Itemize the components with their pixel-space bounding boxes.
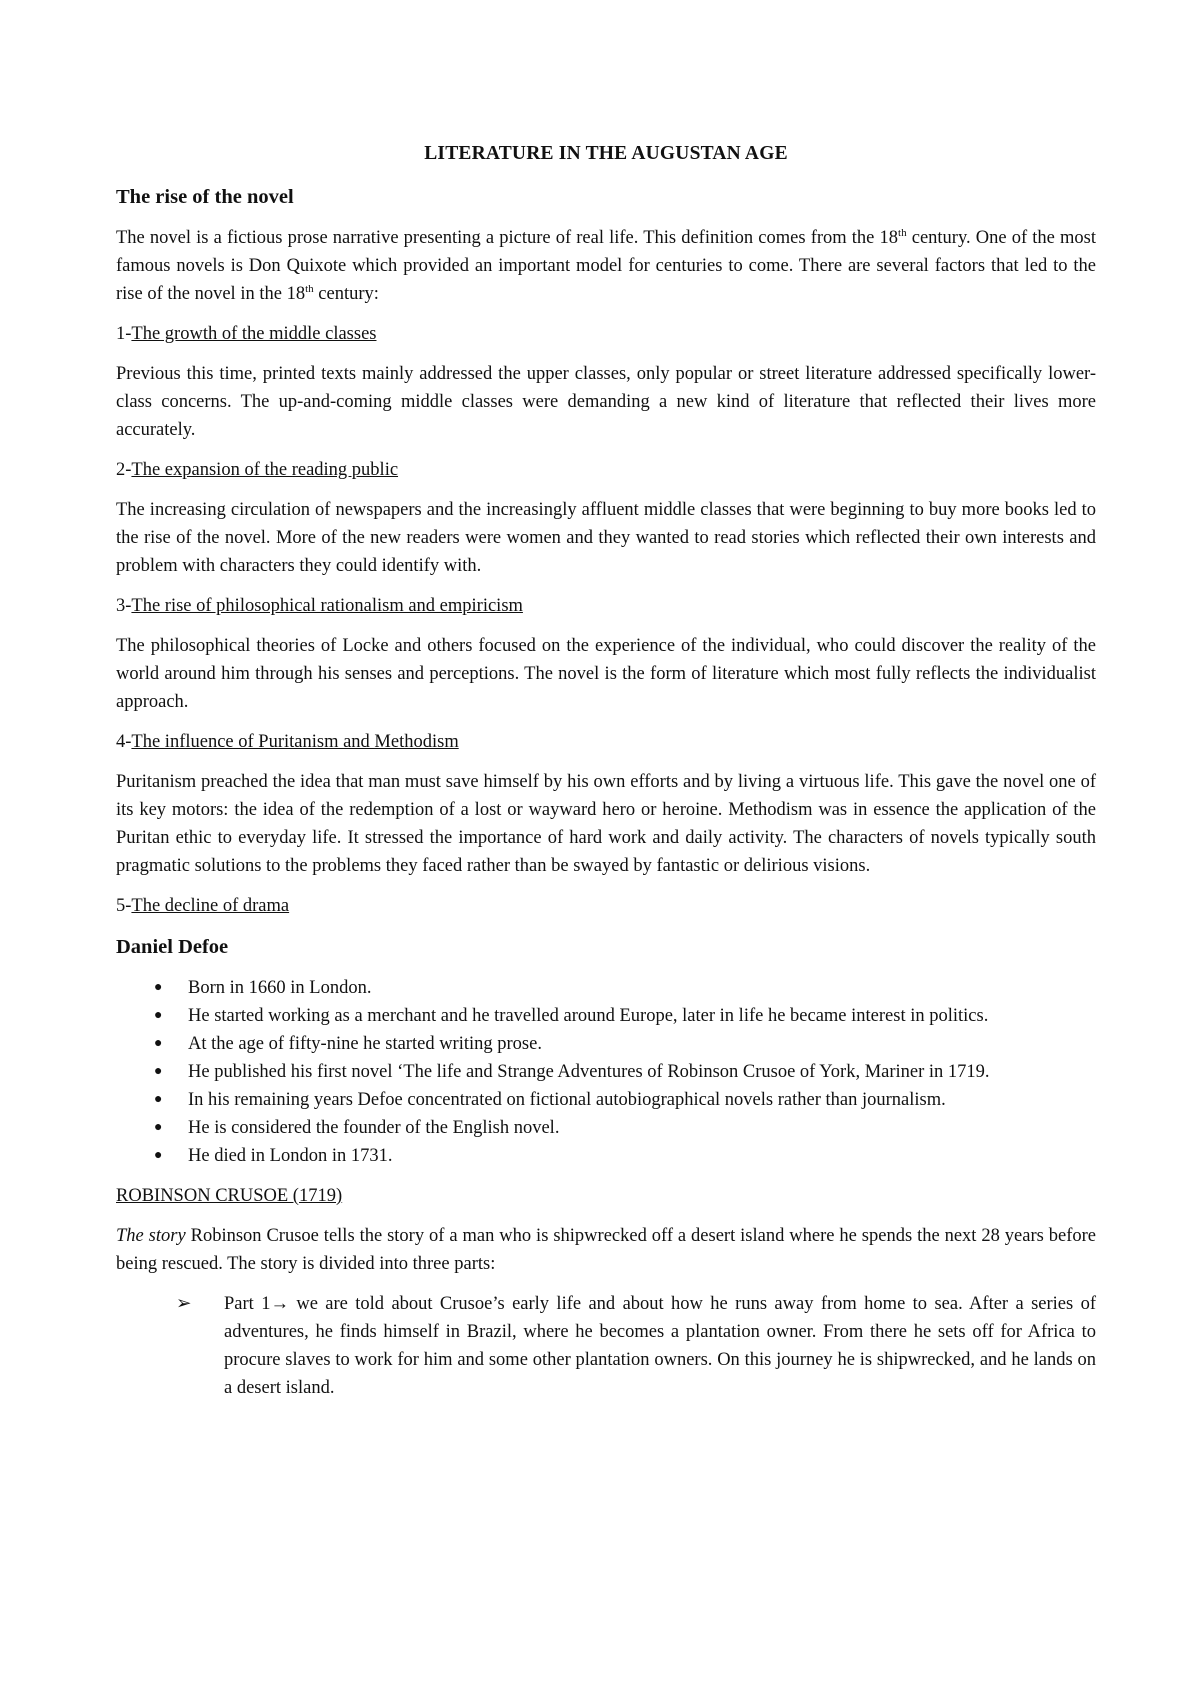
list-item <box>116 1058 1096 1086</box>
factor-title: The growth of the middle classes <box>131 324 377 344</box>
list-item <box>116 1086 1096 1114</box>
intro-sup-2: th <box>305 282 314 295</box>
story-label: The story <box>116 1226 186 1246</box>
factor-heading-3 <box>116 592 1096 620</box>
part-text: we are told about Crusoe’s early life and about how he runs away from home to sea. After a series of adventures, he finds himself in Brazil, where he becomes a plantation owner. From there he sets off for Africa to procure slaves to work for him and some other plantation owners. On this journey he is shipwrecked, and he lands on a desert island. <box>224 1294 1097 1398</box>
list-item <box>116 974 1096 1002</box>
list-item-text: Born in 1660 in London. <box>188 978 372 998</box>
section-heading-rise-of-novel: The rise of the novel <box>116 186 294 208</box>
story-text: Robinson Crusoe tells the story of a man who is shipwrecked off a desert island where he spends the next 28 years before being rescued. The story is divided into three parts: <box>116 1226 1097 1274</box>
factor-number: 4- <box>116 732 132 752</box>
factor-heading-1 <box>116 320 1096 348</box>
right-arrow-icon: → <box>270 1294 289 1314</box>
list-item <box>116 1114 1096 1142</box>
page-title: LITERATURE IN THE AUGUSTAN AGE <box>424 143 788 164</box>
factor-title: The influence of Puritanism and Methodism <box>131 732 459 752</box>
story-paragraph <box>116 1222 1096 1278</box>
book-heading: ROBINSON CRUSOE (1719) <box>116 1186 343 1206</box>
list-item-text: He is considered the founder of the English novel. <box>188 1118 560 1138</box>
list-item <box>116 1030 1096 1058</box>
bullet-dot-icon: ● <box>154 1008 163 1023</box>
factor-number: 3- <box>116 596 132 616</box>
factor-title: The rise of philosophical rationalism and empiricism <box>131 596 523 616</box>
factor-text-1: Previous this time, printed texts mainly addressed the upper classes, only popular or street literature addressed specifically lower-class concerns. The up-and-coming middle classes were demanding a new kind of literature that reflected their lives more accurately. <box>116 364 1096 440</box>
document-page <box>116 140 1096 1402</box>
intro-text-c: century: <box>313 284 379 304</box>
factor-text-2: The increasing circulation of newspapers and the increasingly affluent middle classes that were beginning to buy more books led to the rise of the novel. More of the new readers were women and they wanted to read stories which reflected their own interests and problem with characters they could identify with. <box>116 500 1096 576</box>
factor-heading-5 <box>116 892 1096 920</box>
part-label: Part 1 <box>224 1294 271 1314</box>
list-item-text: At the age of fifty-nine he started writing prose. <box>188 1034 542 1054</box>
bullet-dot-icon: ● <box>154 1036 163 1051</box>
list-item <box>116 1142 1096 1170</box>
bullet-dot-icon: ● <box>154 1120 163 1135</box>
factor-text-3: The philosophical theories of Locke and others focused on the experience of the individual, who could discover the reality of the world around him through his senses and perceptions. The novel is the form of literature which most fully reflects the individualist approach. <box>116 636 1096 712</box>
bullet-dot-icon: ● <box>154 1092 163 1107</box>
list-item <box>116 1290 1096 1402</box>
list-item-text: He published his first novel ‘The life and Strange Adventures of Robinson Crusoe of York, Mariner in 1719. <box>188 1062 990 1082</box>
intro-paragraph <box>116 224 1096 308</box>
defoe-bullet-list <box>116 974 1096 1170</box>
factor-number: 5- <box>116 896 132 916</box>
factor-title: The decline of drama <box>131 896 290 916</box>
bullet-dot-icon: ● <box>154 1064 163 1079</box>
factor-number: 2- <box>116 460 132 480</box>
intro-text-b: century. One of the most famous novels is Don Quixote which provided an important model for centuries to come. There are several factors that led to the rise of the novel in the 18 <box>116 228 1096 304</box>
factor-heading-2 <box>116 456 1096 484</box>
story-parts-list <box>116 1290 1096 1402</box>
arrowhead-bullet-icon: ➢ <box>176 1294 192 1314</box>
factor-heading-4 <box>116 728 1096 756</box>
bullet-dot-icon: ● <box>154 980 163 995</box>
list-item <box>116 1002 1096 1030</box>
intro-sup-1: th <box>898 226 907 239</box>
intro-text-a: The novel is a fictious prose narrative presenting a picture of real life. This definition comes from the 18 <box>116 228 899 248</box>
section-heading-daniel-defoe: Daniel Defoe <box>116 936 229 958</box>
bullet-dot-icon: ● <box>154 1148 163 1163</box>
factor-text-4: Puritanism preached the idea that man must save himself by his own efforts and by living a virtuous life. This gave the novel one of its key motors: the idea of the redemption of a lost or wayward hero or heroine. Methodism was in essence the application of the Puritan ethic to everyday life. It stressed the importance of hard work and daily activity. The characters of novels typically south pragmatic solutions to the problems they faced rather than be swayed by fantastic or delirious visions. <box>116 772 1096 876</box>
list-item-text: He started working as a merchant and he travelled around Europe, later in life he became interest in politics. <box>188 1006 989 1026</box>
list-item-text: He died in London in 1731. <box>188 1146 393 1166</box>
factor-title: The expansion of the reading public <box>131 460 399 480</box>
factor-number: 1- <box>116 324 132 344</box>
list-item-text: In his remaining years Defoe concentrated on fictional autobiographical novels rather than journalism. <box>188 1090 946 1110</box>
